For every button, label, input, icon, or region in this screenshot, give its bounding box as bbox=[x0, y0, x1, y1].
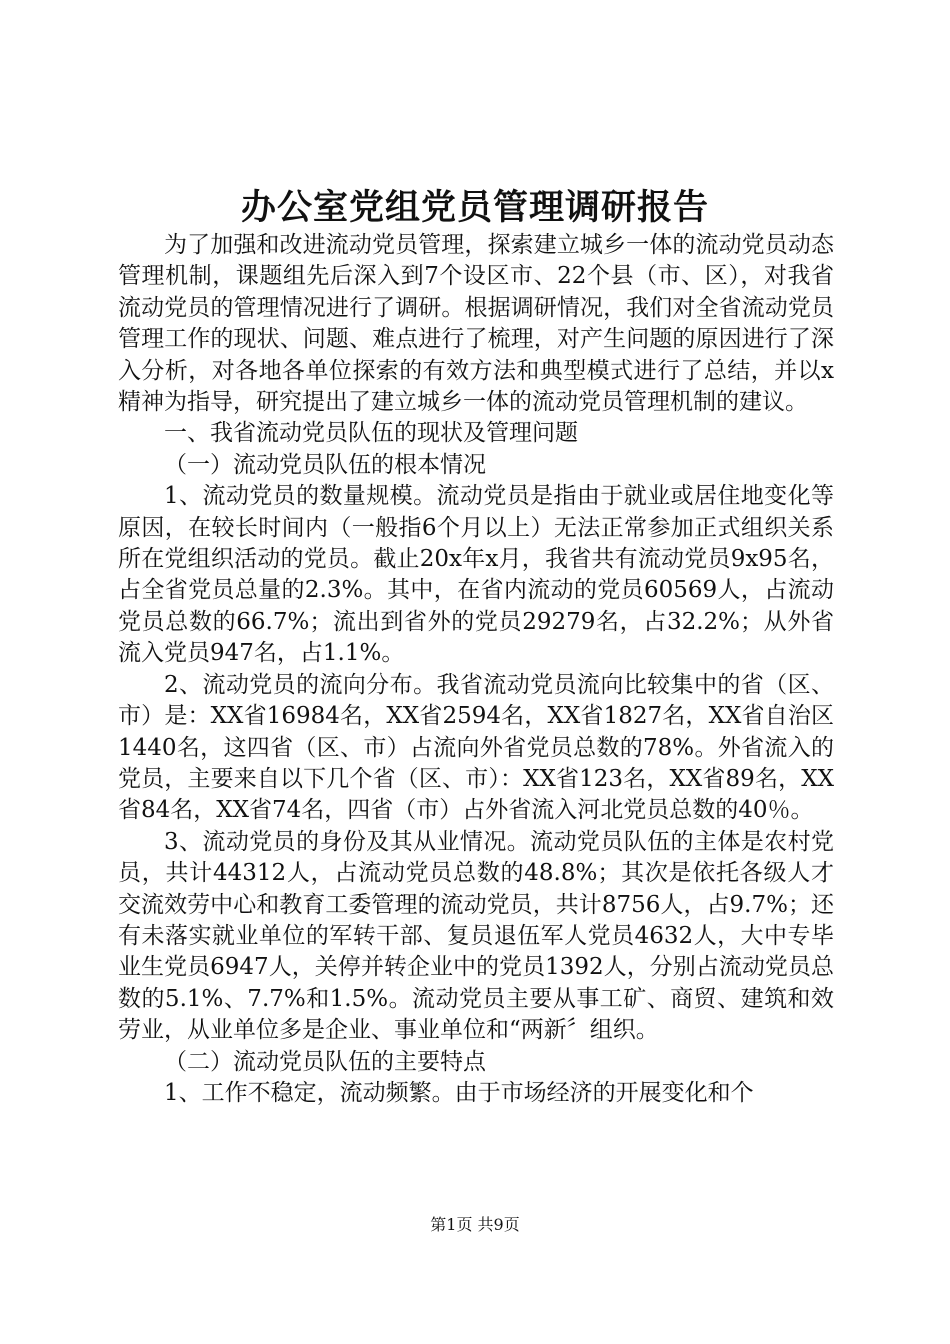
document-title: 办公室党组党员管理调研报告 bbox=[240, 187, 709, 228]
intro-paragraph: 为了加强和改进流动党员管理，探索建立城乡一体的流动党员动态管理机制，课题组先后深入到7个设区市、22个县（市、区），对我省流动党员的管理情况进行了调研。根据调研情况，我们对全省流动党员管理工作的现状、问题、难点进行了梳理，对产生问题的原因进行了深入分析，对各地各单位探索的有效方法和典型模式进行了总结，并以x精神为指导，研究提出了建立城乡一体的流动党员管理机制的建议。 bbox=[118, 232, 834, 416]
paragraph-quantity-scale: 1、流动党员的数量规模。流动党员是指由于就业或居住地变化等原因，在较长时间内（一般指6个月以上）无法正常参加正式组织关系所在党组织活动的党员。截止20x年x月，我省共有流动党员9x95名，占全省党员总量的2.3%。其中，在省内流动的党员60569人，占流动党员总数的66.7%；流出到省外的党员29279名，占32.2%；从外省流入党员947名，占1.1%。 bbox=[118, 483, 834, 667]
section-heading-1: 一、我省流动党员队伍的现状及管理问题 bbox=[164, 420, 578, 447]
subsection-heading-2: （二）流动党员队伍的主要特点 bbox=[164, 1048, 486, 1075]
document-body bbox=[118, 230, 834, 1109]
paragraph-flow-distribution: 2、流动党员的流向分布。我省流动党员流向比较集中的省（区、市）是：XX省16984名，XX省2594名，XX省1827名，XX省自治区1440名，这四省（区、市）占流向外省党员总数的78%。外省流入的党员，主要来自以下几个省（区、市）：XX省123名，XX省89名，XX省84名，XX省74名，四省（市）占外省流入河北党员总数的40％。 bbox=[118, 671, 834, 824]
page-number-footer: 第1页 共9页 bbox=[430, 1215, 520, 1234]
subsection-heading-1: （一）流动党员队伍的根本情况 bbox=[164, 451, 486, 478]
paragraph-unstable-work: 1、工作不稳定，流动频繁。由于市场经济的开展变化和个 bbox=[164, 1079, 754, 1106]
paragraph-identity-employment: 3、流动党员的身份及其从业情况。流动党员队伍的主体是农村党员，共计44312人，占流动党员总数的48.8%；其次是依托各级人才交流效劳中心和教育工委管理的流动党员，共计8756人，占9.7%；还有未落实就业单位的军转干部、复员退伍军人党员4632人，大中专毕业生党员6947人，关停并转企业中的党员1392人，分别占流动党员总数的5.1%、7.7%和1.5%。流动党员主要从事工矿、商贸、建筑和效劳业，从业单位多是企业、事业单位和“两新〞组织。 bbox=[118, 828, 834, 1044]
